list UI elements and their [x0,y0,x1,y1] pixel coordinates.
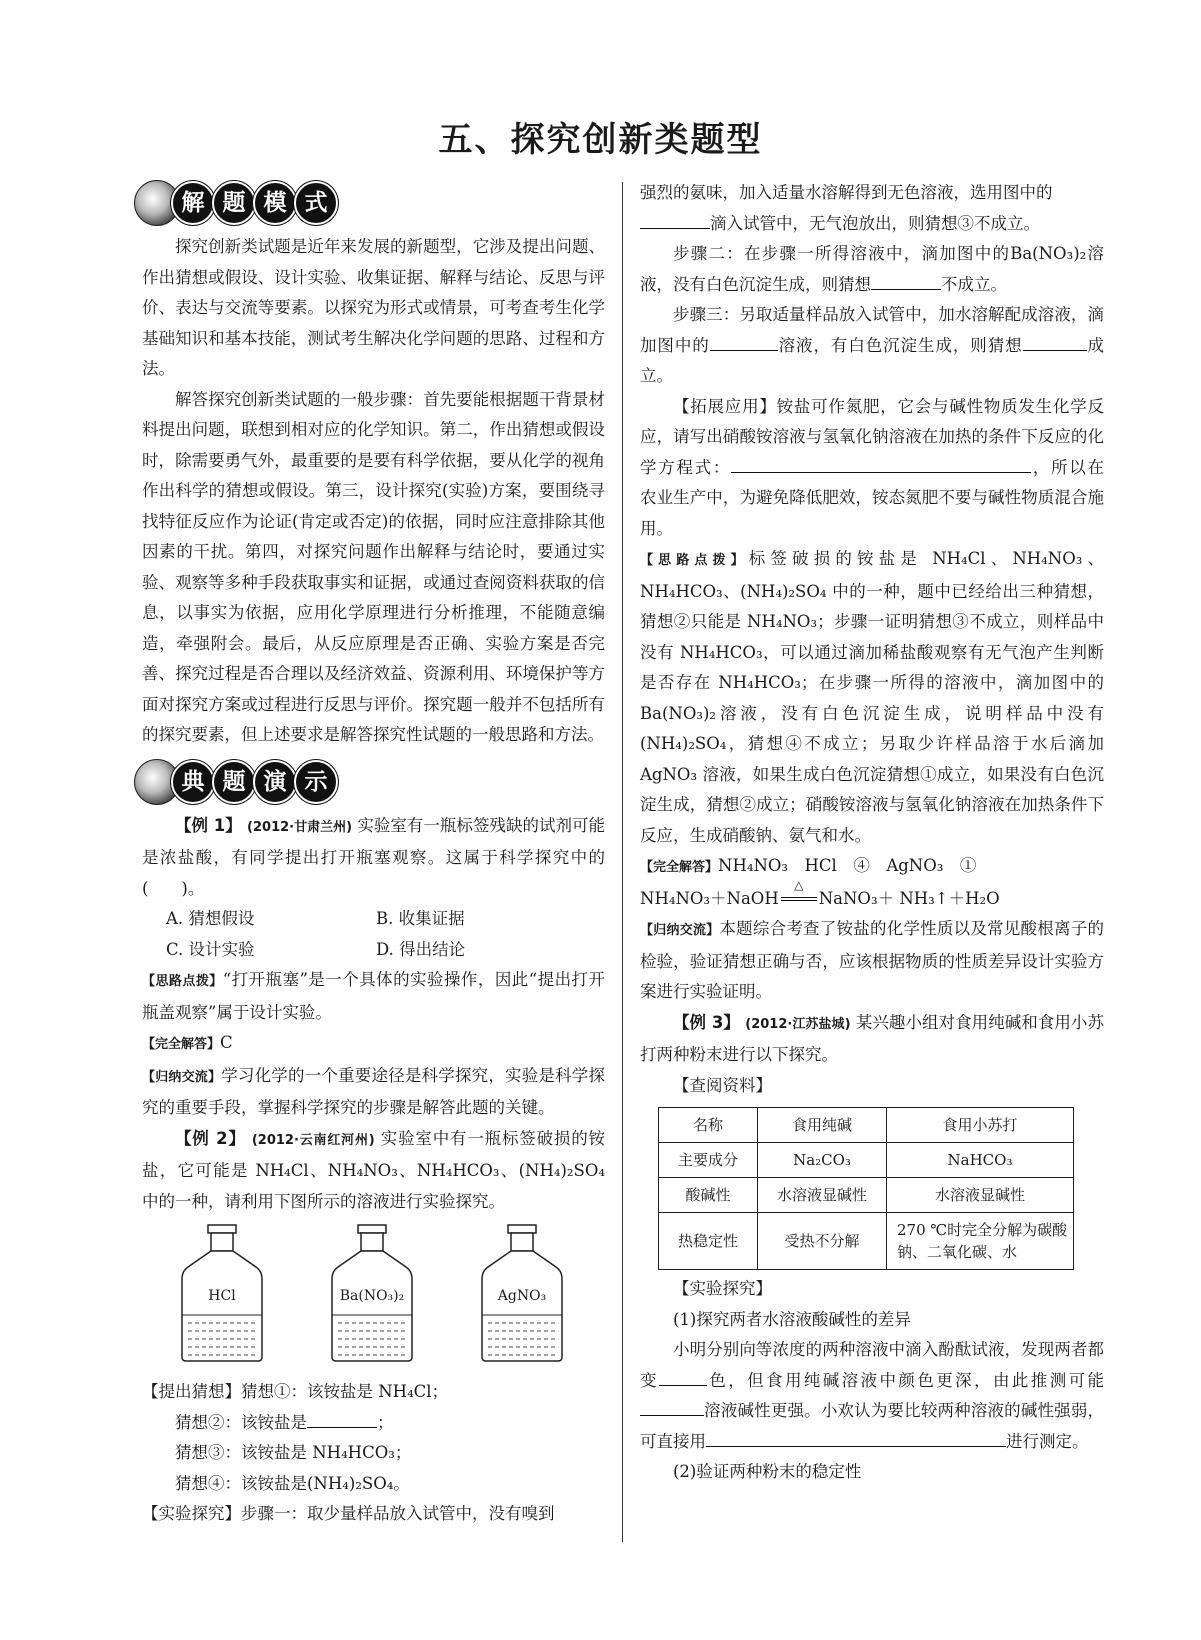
answer-blank[interactable] [706,1428,1006,1447]
experiment-step-1-end [640,209,1104,240]
table-cell: 270 ℃时完全分解为碳酸钠、二氧化碳、水 [887,1213,1074,1270]
experiment-tag-3: 【实验探究】 [673,1279,772,1298]
example-label: 【例 2】 [175,1128,246,1148]
reagent-bottle [478,1223,566,1363]
table-cell: 酸碱性 [659,1178,758,1213]
answer-blank[interactable] [731,454,1031,473]
equation-condition [779,877,819,915]
options-row [142,904,605,935]
chemical-equation [640,877,1104,915]
step-text: 不成立。 [941,274,1007,294]
example-1-hint [142,965,605,1028]
answer-tag: 【完全解答】 [142,1037,221,1052]
experiment-step-1-cont: 强烈的氨味，加入适量水溶解得到无色溶液，选用图中的 [640,183,1053,202]
guess-2 [142,1408,605,1439]
experiment-tag: 【实验探究】 [142,1504,241,1523]
page-title: 五、探究创新类题型 [438,120,763,160]
guess-4: 猜想④：该铵盐是(NH₄)₂SO₄。 [175,1473,410,1493]
answer-blank[interactable] [1023,332,1087,351]
intro-paragraph-2: 解答探究创新类试题的一般步骤：首先要能根据题干背景材料提出问题，联想到相对应的化学知识。第二，作出猜想或假设时，除需要勇气外，最重要的是要有科学依据，要从化学的视角作出科学的猜想或假设。第三，设计探究(实验)方案，要围绕寻找特征反应作为论证(肯定或否定)的依据，同时应注意排除其他因素的干扰。第四，对探究问题作出解释与结论时，要通过实验、观察等多种手段获取事实和证据，或通过查阅资料获取的信息，以事实为依据，应用化学原理进行分析推理，不能随意编造，牵强附会。最后，从反应原理是否正确、实验方案是否完善、探究过程是否合理以及经济效益、资源利用、环境保护等方面对探究方案或过程进行反思与评价。探究题一般并不包括所有的探究要素，但上述要求是解答探究性试题的一般思路和方法。 [142,389,605,744]
bottle-label: Ba(NO₃)₂ [339,1288,405,1304]
extension-tag: 【拓展应用】 [673,396,777,416]
table-cell: 受热不分解 [758,1213,887,1270]
section-title-method [174,181,338,225]
answer-text: NH₄NO₃ HCl ④ AgNO₃ ① [718,856,977,875]
question-text: 色，但食用纯碱溶液中颜色更深，由此推测可能 [706,1370,1105,1390]
guess-text: 猜想①：该铵盐是 NH₄Cl； [241,1382,449,1401]
left-column [142,178,605,1530]
section-header-method [134,178,605,228]
heat-symbol: △ [794,877,804,892]
options-row [142,935,605,966]
answer-tag: 【完全解答】 [640,860,719,875]
example-2-summary [640,914,1104,1008]
step-text: 成立。 [640,335,1105,385]
example-1-answer [142,1028,605,1061]
example-text: 实验室中有一瓶标签破损的铵盐，它可能是 NH₄Cl、NH₄NO₃、NH₄HCO₃、(NH₄)₂SO₄ 中的一种，请利用下图所示的溶液进行实验探究。 [142,1128,606,1211]
column-divider [622,182,623,1542]
section-char: 式 [294,181,338,225]
answer-blank[interactable] [640,210,710,229]
option-d: D. 得出结论 [376,939,466,959]
extension-application [640,392,1104,545]
section-char: 解 [171,181,215,225]
table-cell: 主要成分 [659,1143,758,1178]
example-label: 【例 1】 [175,815,242,835]
example-label: 【例 3】 [673,1012,740,1032]
section-char: 题 [212,760,256,804]
section-header-demo [134,757,605,807]
answer-blank[interactable] [710,332,778,351]
step-text: 溶液，有白色沉淀生成，则猜想 [777,335,1023,355]
reagent-bottle [178,1223,266,1363]
table-header: 食用纯碱 [758,1108,887,1143]
right-column [640,178,1104,1488]
section-char: 示 [294,760,338,804]
extension-text: ，所以在农业生产中，为避免降低肥效，铵态氮肥不要与碱性物质混合施用。 [640,457,1105,538]
example-1-stem [142,811,605,905]
table-row [659,1143,1074,1178]
experiment-step-3 [640,300,1104,392]
answer-blank[interactable] [659,1367,707,1386]
guess-text: 猜想②：该铵盐是 [175,1412,307,1432]
step-text: 步骤一：取少量样品放入试管中，没有嗅到 [241,1504,555,1523]
answer-blank[interactable] [640,1397,704,1416]
table-cell: 热稳定性 [659,1213,758,1270]
section-char: 演 [253,760,297,804]
question-text: 小明分别向等浓度的两种溶液中滴入酚酞试液，发现两者都变 [640,1340,1104,1390]
table-cell: 水溶液显碱性 [887,1178,1074,1213]
section-char: 典 [171,760,215,804]
hint-tag: 【思路点拨】 [142,974,223,989]
hint-tag: 【思路点拨】 [640,553,749,568]
reagent-bottle [328,1223,416,1363]
section-char: 模 [253,181,297,225]
reagent-bottles-figure [142,1223,605,1373]
example-3-stem [640,1008,1104,1071]
step-text: 步骤二：在步骤一所得溶液中，滴加图中的Ba(NO₃)₂溶液，没有白色沉淀生成，则猜想 [640,244,1104,294]
example-source: (2012·江苏盐城) [745,1016,851,1032]
reference-tag: 【查阅资料】 [673,1075,772,1095]
question-1-text [640,1335,1104,1457]
guess-tag: 【提出猜想】 [142,1382,241,1401]
table-cell: 水溶液显碱性 [758,1178,887,1213]
step-text: 步骤三：另取适量样品放入试管中，加水溶解配成溶液，滴加图中的 [640,305,1104,355]
summary-text: 学习化学的一个重要途径是科学探究，实验是科学探究的重要手段，掌握科学探究的步骤是解答此题的关键。 [142,1065,605,1117]
equation-right: NaNO₃＋ NH₃↑＋H₂O [818,888,1000,908]
table-row [659,1213,1074,1270]
hint-text: 标签破损的铵盐是 NH₄Cl、NH₄NO₃、NH₄HCO₃、(NH₄)₂SO₄ 中的一种，题中已经给出三种猜想，猜想②只能是 NH₄NO₃；步骤一证明猜想③不成立，则样品中没有 NH₄HCO₃，可以通过滴加稀盐酸观察有无气泡产生判断是否存在 NH₄HCO₃；在步骤一所得的溶液中，滴加图中的Ba(NO₃)₂溶液，没有白色沉淀生成，说明样品中没有(NH₄)₂SO₄，猜想④不成立；另取少许样品溶于水后滴加 AgNO₃ 溶液，如果生成白色沉淀猜想①成立，如果没有白色沉淀生成，猜想②成立；硝酸铵溶液与氢氧化钠溶液在加热条件下反应，生成硝酸钠、氨气和水。 [640,549,1104,845]
experiment-step-1-start [142,1499,605,1530]
table-cell: NaHCO₃ [887,1143,1074,1178]
section-char: 题 [212,181,256,225]
table-header: 食用小苏打 [887,1108,1074,1143]
intro-paragraph-1: 探究创新类试题是近年来发展的新题型，它涉及提出问题、作出猜想或假设、设计实验、收集证据、解释与结论、反思与评价、表达与交流等要素。以探究为形式或情景，可考查考生化学基础知识和基本技能，测试考生解决化学问题的思路、过程和方法。 [142,237,605,378]
option-a: A. 猜想假设 [166,909,255,928]
question-1-title: (1)探究两者水溶液酸碱性的差异 [673,1309,911,1329]
guess-text: ； [377,1412,394,1432]
example-2-stem [142,1124,605,1218]
extension-text: 铵盐可作氮肥，它会与碱性物质发生化学反应，请写出硝酸铵溶液与氢氧化钠溶液在加热的条件下反应的化学方程式： [640,396,1105,477]
answer-blank[interactable] [307,1409,377,1428]
guess-3: 猜想③：该铵盐是 NH₄HCO₃； [175,1443,412,1462]
example-source: (2012·云南红河州) [251,1132,375,1148]
step-text: 滴入试管中，无气泡放出，则猜想③不成立。 [710,213,1040,233]
option-b: B. 收集证据 [376,909,465,928]
answer-text: C [220,1033,233,1052]
guess-1 [142,1377,605,1408]
example-2-hint [640,544,1104,851]
table-cell: Na₂CO₃ [758,1143,887,1178]
summary-text: 本题综合考查了铵盐的化学性质以及常见酸根离子的检验，验证猜想正确与否，应该根据物质的性质差异设计实验方案进行实验证明。 [640,919,1104,1001]
summary-tag: 【归纳交流】 [142,1069,222,1085]
summary-tag: 【归纳交流】 [640,923,720,938]
section-title-demo [174,760,338,804]
table-header-row [659,1108,1074,1143]
example-2-answer [640,851,1104,884]
experiment-step-2 [640,239,1104,300]
example-source: (2012·甘肃兰州) [247,819,353,835]
table-header: 名称 [659,1108,758,1143]
hint-text: “打开瓶塞”是一个具体的实验操作，因此“提出打开瓶盖观察”属于设计实验。 [142,970,605,1022]
bottle-label: AgNO₃ [497,1288,547,1304]
reference-table [658,1107,1074,1270]
answer-blank[interactable] [871,271,941,290]
question-text: 溶液碱性更强。小欢认为要比较两种溶液的碱性强弱，可直接用 [640,1401,1104,1451]
option-c: C. 设计实验 [166,939,255,959]
question-2-title: (2)验证两种粉末的稳定性 [673,1462,862,1481]
example-text: 某兴趣小组对食用纯碱和食用小苏打两种粉末进行以下探究。 [640,1012,1104,1064]
question-text: 进行测定。 [1006,1431,1089,1451]
table-row [659,1178,1074,1213]
equation-left: NH₄NO₃＋NaOH [640,888,779,908]
example-1-summary [142,1061,605,1124]
bottle-label: HCl [208,1288,236,1304]
example-text: 实验室有一瓶标签残缺的试剂可能是浓盐酸，有同学提出打开瓶塞观察。这属于科学探究中的( )。 [142,815,606,898]
